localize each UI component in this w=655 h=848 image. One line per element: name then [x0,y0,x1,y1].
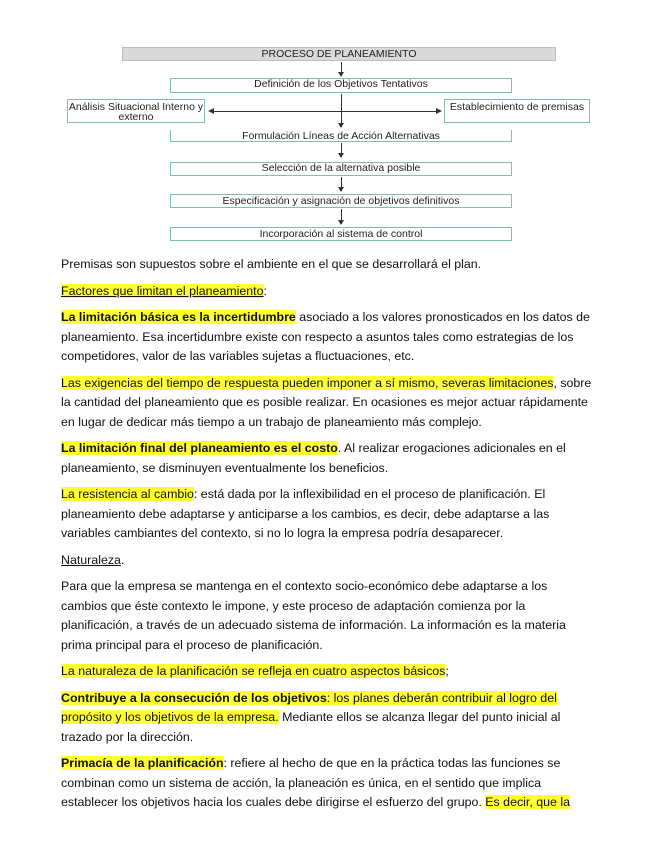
arrow-down-5 [341,209,342,224]
document-body [61,255,596,820]
diagram-title-box [122,47,556,61]
resistencia-highlight: La resistencia al cambio [61,487,194,501]
tiempo-respuesta-text: , sobre la cantidad del planeamiento que es posible realizar. En ocasiones es mejor actuar rápidamente en lugar de dedicar más tiempo a un trabajo de planeamiento más complejo. [61,375,592,429]
paragraph-cuatro-aspectos [61,662,596,682]
factores-colon: : [263,283,267,298]
costo-text: . Al realizar erogaciones adicionales en el planeamiento, se disminuyen eventualmente los beneficios. [61,441,566,475]
cuatro-aspectos-highlight: La naturaleza de la planificación se refleja en cuatro aspectos básicos [61,664,446,678]
factores-heading: Factores que limitan el planeamiento [61,283,264,298]
paragraph-factores-heading [61,282,596,302]
step-especificacion [170,194,512,208]
step-especificacion-label: Especificación y asignación de objetivos definitivos [222,195,460,207]
arrow-down-1 [341,62,342,76]
paragraph-resistencia [61,485,596,544]
paragraph-incertidumbre [61,308,596,367]
premisas-label: Establecimiento de premisas [449,101,585,113]
primacia-highlight: Primacía de la planificación [61,756,224,770]
step-objetivos-tentativos-label: Definición de los Objetivos Tentativos [254,78,428,90]
tiempo-respuesta-highlight: Las exigencias del tiempo de respuesta pueden imponer a sí mismo, severas limitaciones [61,375,554,390]
horizontal-arrow-line [214,111,436,112]
step-lineas-accion [170,130,512,142]
contribuye-highlight-text: : los planes deberán contribuir al logro del propósito y los objetivos de la empresa. [61,690,557,724]
step-objetivos-tentativos [170,78,512,93]
contribuye-text: Mediante ellos se alcanza llegar del punto inicial al trazado por la dirección. [61,710,561,744]
naturaleza-period: . [120,552,125,567]
primacia-text: : refiere al hecho de que en la práctica todas las funciones se combinan como un sistema de acción, la planeación es única, en el sentido que implica establecer los objetivos hacia los cuales debe dirigirse el esfuerzo del grupo. [61,756,561,809]
cuatro-aspectos-semicolon: ; [445,664,449,678]
adaptacion-text: Para que la empresa se mantenga en el contexto socio-económico debe adaptarse a los cambios que éste contexto le impone, y este proceso de adaptación comienza por la planificación, a través de un adecuado sistema de información. La información es la materia prima principal para el proceso de planificación. [61,579,566,652]
step-seleccion-alternativa [170,162,512,176]
paragraph-tiempo-respuesta [61,374,596,433]
paragraph-adaptacion [61,577,596,655]
step-lineas-accion-label: Formulación Líneas de Acción Alternativas [242,130,440,142]
arrow-down-4 [341,177,342,191]
paragraph-primacia [61,754,596,813]
paragraph-contribuye [61,689,596,748]
premisas-text: Premisas son supuestos sobre el ambiente en el que se desarrollará el plan. [61,257,482,271]
paragraph-premisas [61,255,596,275]
analisis-situacional-box [67,99,205,123]
primacia-trailing-highlight: Es decir, que la [485,795,571,809]
premisas-box [444,99,590,123]
arrow-down-3 [341,143,342,157]
resistencia-text: : está dada por la inflexibilidad en el proceso de planificación. El planeamiento debe adaptarse y anticiparse a los cambios, es decir, debe adaptarse a las variables cambiantes del contexto, si no lo logra la empresa podría desaparecer. [61,487,550,540]
analisis-situacional-label: Análisis Situacional Interno y externo [68,101,204,123]
naturaleza-heading: Naturaleza [61,552,121,567]
paragraph-costo [61,439,596,478]
planning-process-diagram [0,0,655,250]
step-seleccion-alternativa-label: Selección de la alternativa posible [261,162,421,174]
costo-highlight: La limitación final del planeamiento es el costo [61,441,338,455]
incertidumbre-highlight: La limitación básica es la incertidumbre [61,310,296,324]
paragraph-naturaleza-heading [61,551,596,571]
step-sistema-control [170,227,512,241]
incertidumbre-text: asociado a los valores pronosticados en los datos de planeamiento. Esa incertidumbre existe con respecto a asuntos tales como estrategias de los competidores, valor de las variables sujetas a fluctuaciones, etc. [61,310,590,363]
step-sistema-control-label: Incorporación al sistema de control [259,228,423,240]
diagram-title: PROCESO DE PLANEAMIENTO [261,48,417,60]
arrow-left-head [208,108,214,114]
contribuye-highlight: Contribuye a la consecución de los objetivos [61,690,327,705]
arrow-right-head [436,108,442,114]
